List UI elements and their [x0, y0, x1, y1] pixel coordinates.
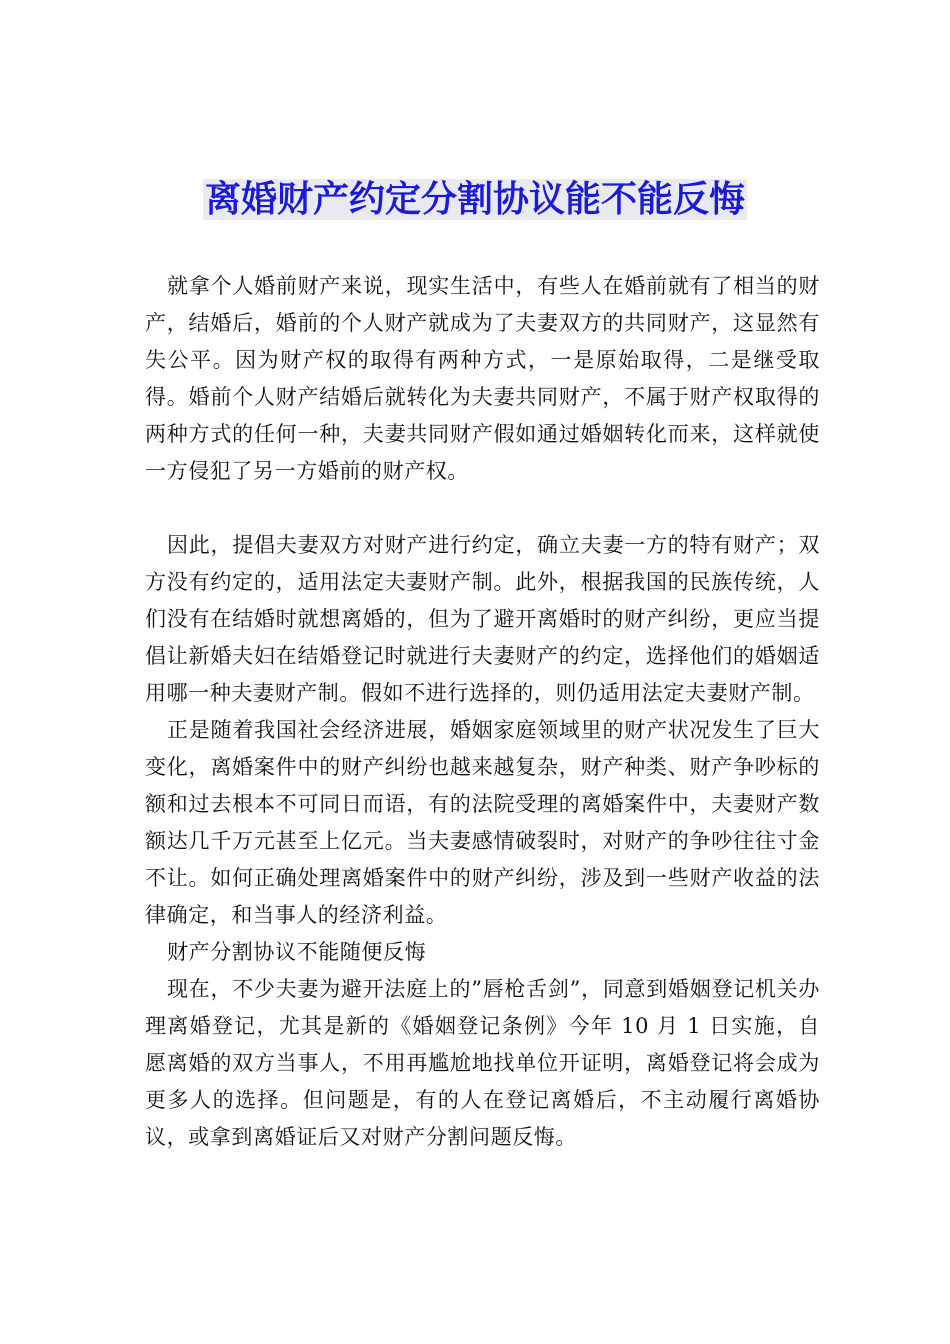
document-title	[0, 175, 950, 225]
paragraph-2: 因此，提倡夫妻双方对财产进行约定，确立夫妻一方的特有财产；双方没有约定的，适用法定夫妻财产制。此外，根据我国的民族传统，人们没有在结婚时就想离婚的，但为了避开离婚时的财产纠纷，更应当提倡让新婚夫妇在结婚登记时就进行夫妻财产的约定，选择他们的婚姻适用哪一种夫妻财产制。假如不进行选择的，则仍适用法定夫妻财产制。	[145, 533, 820, 705]
paragraph-4: 现在，不少夫妻为避开法庭上的”唇枪舌剑”，同意到婚姻登记机关办理离婚登记，尤其是新的《婚姻登记条例》今年 10 月 1 日实施，自愿离婚的双方当事人，不用再尴尬地找单位开证明，离婚登记将会成为更多人的选择。但问题是，有的人在登记离婚后，不主动履行离婚协议，或拿到离婚证后又对财产分割问题反悔。	[145, 977, 820, 1149]
document-body	[145, 268, 820, 1156]
paragraph-3: 正是随着我国社会经济进展，婚姻家庭领域里的财产状况发生了巨大变化，离婚案件中的财产纠纷也越来越复杂，财产种类、财产争吵标的额和过去根本不可同日而语，有的法院受理的离婚案件中，夫妻财产数额达几千万元甚至上亿元。当夫妻感情破裂时，对财产的争吵往往寸金不让。如何正确处理离婚案件中的财产纠纷，涉及到一些财产收益的法律确定，和当事人的经济利益。	[145, 718, 820, 927]
paragraph-1: 就拿个人婚前财产来说，现实生活中，有些人在婚前就有了相当的财产，结婚后，婚前的个人财产就成为了夫妻双方的共同财产，这显然有失公平。因为财产权的取得有两种方式，一是原始取得，二是继受取得。婚前个人财产结婚后就转化为夫妻共同财产，不属于财产权取得的两种方式的任何一种，夫妻共同财产假如通过婚姻转化而来，这样就使一方侵犯了另一方婚前的财产权。	[145, 274, 820, 483]
section-heading: 财产分割协议不能随便反悔	[167, 940, 427, 964]
document-title-text: 离婚财产约定分割协议能不能反悔	[204, 179, 745, 220]
